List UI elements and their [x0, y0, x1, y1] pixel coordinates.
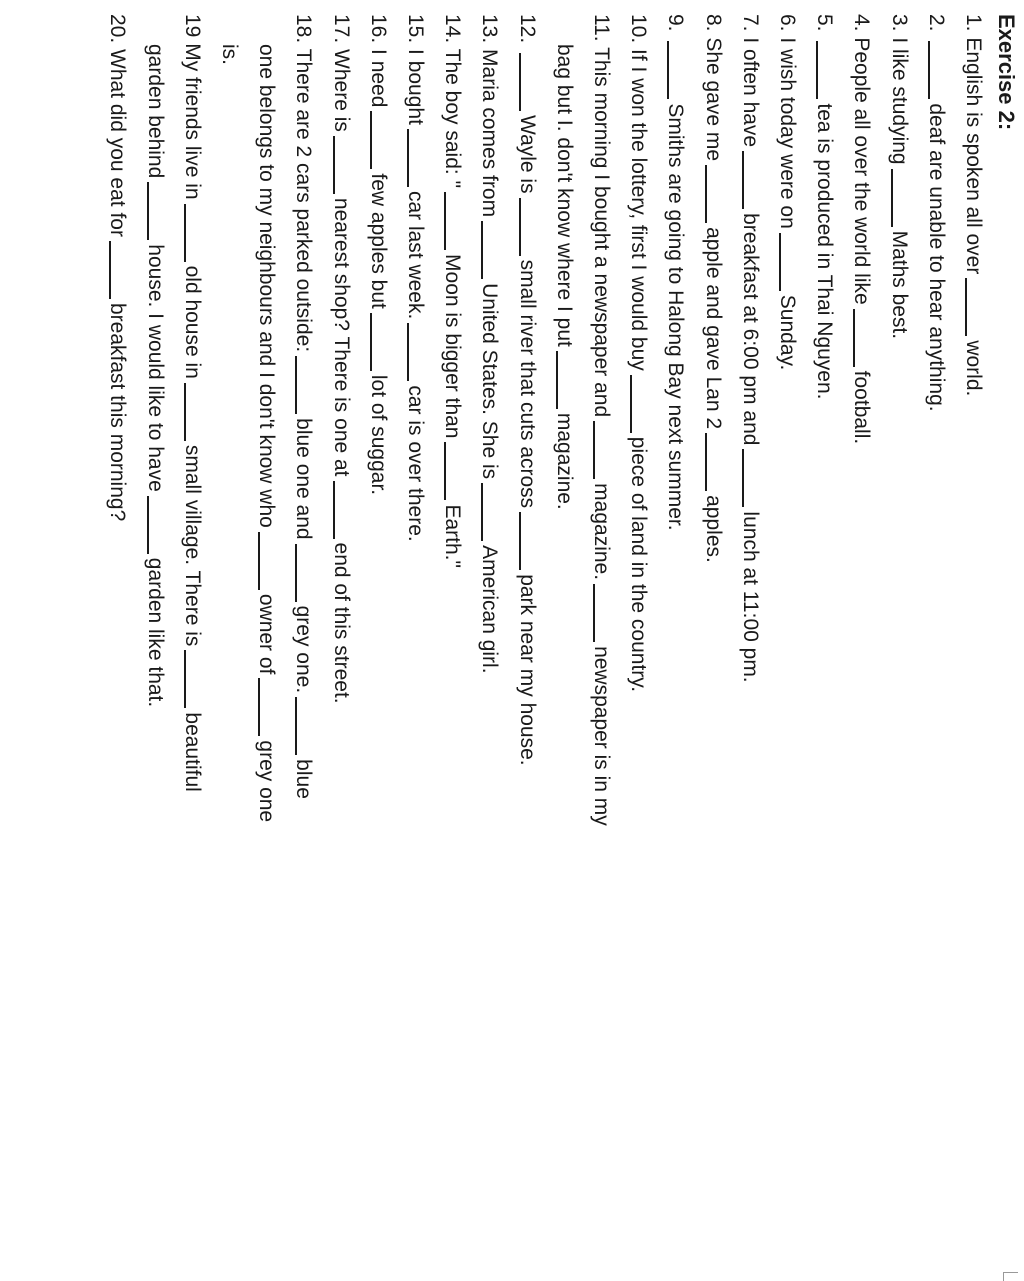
answer-blank[interactable]	[705, 433, 707, 491]
item-text: tea is produced in Thai Nguyen.	[813, 103, 837, 400]
item-text: Where is	[329, 49, 353, 132]
answer-blank[interactable]	[519, 198, 521, 256]
answer-blank[interactable]	[481, 483, 483, 541]
item-text: is.	[218, 44, 241, 65]
exercise-item-16	[365, 14, 391, 495]
item-text: There are 2 cars parked outside:	[292, 48, 316, 353]
item-text: The boy said: "	[441, 48, 465, 189]
exercise-item-11	[588, 14, 614, 826]
item-text: grey one	[255, 740, 279, 823]
answer-blank[interactable]	[147, 182, 149, 240]
item-text: car is over there.	[404, 385, 427, 542]
item-text: Wayle is	[515, 115, 539, 194]
answer-blank[interactable]	[481, 221, 483, 279]
item-text: I bought	[404, 49, 427, 125]
item-number: 18.	[292, 14, 316, 49]
item-text: magazine.	[590, 483, 613, 581]
answer-blank[interactable]	[109, 241, 111, 299]
exercise-item-7	[737, 14, 763, 683]
item-text: small river that cuts across	[515, 259, 539, 509]
answer-blank[interactable]	[519, 512, 521, 570]
exercise-title: Exercise 2:	[994, 14, 1019, 131]
answer-blank[interactable]	[407, 323, 409, 381]
item-text: United States. She is	[478, 283, 502, 480]
answer-blank[interactable]	[705, 165, 707, 223]
item-text: piece of land in the country.	[627, 436, 651, 693]
item-number: 11.	[590, 14, 613, 48]
item-number: 5.	[813, 14, 837, 38]
item-text: few apples but	[366, 173, 390, 309]
answer-blank[interactable]	[184, 204, 186, 262]
item-text: bag but I. don't know where I put	[552, 44, 576, 347]
answer-blank[interactable]	[853, 309, 855, 367]
item-text: She gave me	[701, 37, 725, 162]
exercise-item-19	[179, 14, 205, 792]
answer-blank[interactable]	[184, 650, 186, 708]
item-text: Maths best.	[887, 230, 911, 340]
answer-blank[interactable]	[370, 313, 372, 371]
answer-blank[interactable]	[333, 136, 335, 194]
item-text: car last week.	[404, 190, 427, 320]
item-number: 17.	[329, 14, 353, 50]
item-text: old house in	[180, 265, 204, 379]
item-number: 12.	[515, 14, 539, 50]
item-text: breakfast at 6:00 pm and	[738, 213, 762, 446]
answer-blank[interactable]	[593, 421, 595, 479]
item-text: I wish today were on	[776, 37, 799, 229]
answer-blank[interactable]	[407, 129, 409, 187]
answer-blank[interactable]	[891, 169, 893, 227]
item-text: Smiths are going to Halong Bay next summer.	[664, 103, 688, 531]
answer-blank[interactable]	[779, 233, 781, 291]
exercise-item-19-continued	[142, 44, 168, 707]
item-text: football.	[850, 370, 874, 445]
exercise-item-15	[402, 14, 428, 542]
answer-blank[interactable]	[742, 449, 744, 507]
item-text: I often have	[738, 37, 762, 148]
answer-blank[interactable]	[556, 351, 558, 409]
item-text: Moon is bigger than	[441, 254, 465, 439]
item-number: 19	[180, 14, 204, 44]
item-text: Sunday.	[776, 294, 799, 371]
exercise-item-11-continued	[551, 44, 577, 510]
item-number: 15.	[404, 14, 427, 50]
exercise-item-20	[104, 14, 130, 521]
answer-blank[interactable]	[184, 383, 186, 441]
item-text: I need	[366, 49, 390, 108]
answer-blank[interactable]	[816, 41, 818, 99]
exercise-item-18-continued-2	[216, 44, 242, 65]
item-text: I like studying	[887, 37, 911, 165]
exercise-item-17	[328, 14, 354, 704]
answer-blank[interactable]	[928, 41, 930, 99]
answer-blank[interactable]	[667, 41, 669, 99]
answer-blank[interactable]	[147, 496, 149, 554]
item-text: Maria comes from	[478, 49, 502, 218]
exercise-item-12	[514, 14, 540, 766]
item-number: 13.	[478, 14, 502, 50]
item-text: park near my house.	[515, 574, 539, 766]
item-text: breakfast this morning?	[106, 302, 130, 522]
item-number: 1.	[962, 14, 985, 38]
item-number: 10.	[627, 14, 651, 50]
exercise-item-13	[476, 14, 502, 674]
item-text: end of this street.	[329, 542, 353, 704]
item-text: world.	[962, 340, 985, 397]
exercise-item-14	[439, 14, 465, 568]
item-text: blue	[292, 759, 316, 799]
item-text: newspaper is in my	[590, 646, 613, 826]
item-text: Earth."	[441, 504, 465, 568]
answer-blank[interactable]	[258, 678, 260, 736]
item-number: 9.	[664, 14, 688, 38]
exercise-item-5	[811, 14, 837, 400]
item-number: 7.	[738, 14, 762, 38]
answer-blank[interactable]	[742, 151, 744, 209]
exercise-item-8	[700, 14, 726, 563]
answer-blank[interactable]	[965, 278, 967, 336]
item-text: garden behind	[143, 44, 167, 179]
exercise-item-10	[625, 14, 651, 692]
item-text: lunch at 11:00 pm.	[738, 511, 762, 683]
item-number: 4.	[850, 14, 874, 38]
item-number: 8.	[701, 14, 725, 38]
item-text: deaf are unable to hear anything.	[924, 103, 948, 412]
answer-blank[interactable]	[295, 544, 297, 602]
item-text: If I won the lottery, first I would buy	[627, 49, 651, 371]
item-text: apple and gave Lan 2	[701, 227, 725, 430]
exercise-item-1	[960, 14, 986, 396]
answer-blank[interactable]	[295, 697, 297, 755]
item-text: What did you eat for	[106, 49, 130, 237]
item-text: This morning I bought a newspaper and	[590, 47, 613, 418]
exercise-item-18-continued	[253, 44, 279, 822]
item-text: small village. There is	[180, 444, 204, 647]
item-text: beautiful	[180, 712, 204, 792]
item-text: lot of suggar.	[366, 374, 390, 496]
exercise-item-2	[923, 14, 949, 412]
item-text: apples.	[701, 495, 725, 563]
answer-blank[interactable]	[258, 532, 260, 590]
item-number: 6.	[776, 14, 799, 38]
answer-blank[interactable]	[295, 356, 297, 414]
answer-blank[interactable]	[370, 111, 372, 169]
item-text: magazine.	[552, 412, 576, 510]
item-text: garden like that.	[143, 557, 167, 708]
item-text: grey one.	[292, 605, 316, 694]
answer-blank[interactable]	[593, 584, 595, 642]
item-number: 16.	[366, 14, 390, 50]
exercise-item-4	[848, 14, 874, 444]
item-text: American girl.	[478, 545, 502, 674]
item-number: 2.	[924, 14, 948, 38]
answer-blank[interactable]	[444, 442, 446, 500]
exercise-item-6	[774, 14, 800, 370]
item-number: 3.	[887, 14, 911, 38]
item-number: 20.	[106, 14, 130, 50]
answer-blank[interactable]	[333, 481, 335, 539]
item-text: owner of	[255, 593, 279, 675]
item-text: one belongs to my neighbours and I don't know who	[255, 44, 279, 528]
answer-blank[interactable]	[519, 53, 521, 111]
item-text: house. I would like to have	[143, 244, 167, 492]
item-text: blue one and	[292, 418, 316, 540]
exercise-item-9	[662, 14, 688, 531]
item-text: People all over the world like	[850, 37, 874, 305]
answer-blank[interactable]	[630, 375, 632, 433]
item-text: My friends live in	[180, 43, 204, 200]
exercise-item-18	[290, 14, 316, 799]
item-number: 14.	[441, 14, 465, 49]
item-text: nearest shop? There is one at	[329, 197, 353, 477]
item-text: English is spoken all over	[962, 37, 985, 275]
answer-blank[interactable]	[444, 192, 446, 250]
exercise-item-3	[886, 14, 912, 339]
